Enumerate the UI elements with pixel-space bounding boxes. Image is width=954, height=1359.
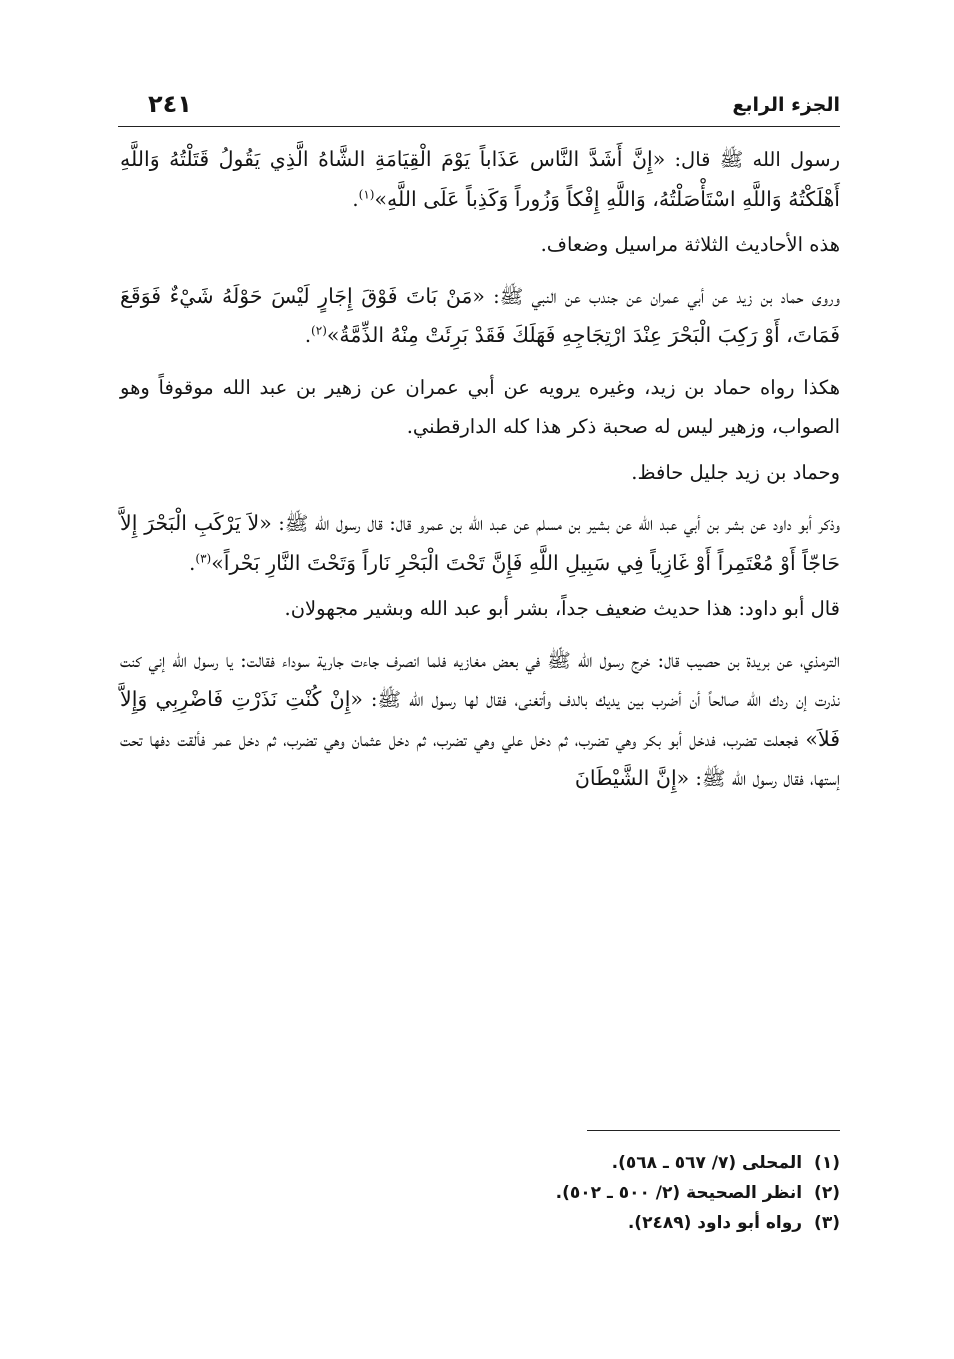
paragraph-text: . [352,187,359,211]
paragraph-text: وذكر أبو داود عن بشر بن أبي عبد الله عن بشير بن مسلم عن عبد الله بن عمرو قال: قال رسول الله ﷺ: [271,512,841,535]
paragraph [120,504,840,583]
footnote [300,1208,840,1238]
footnote-number: (٣) [814,1213,840,1233]
footnote-text: المحلى (٧/ ٥٦٧ ـ ٥٦٨). [611,1153,803,1173]
footnote-ref: (٢) [311,323,327,338]
paragraph [120,453,840,493]
hadith-quote: «مَنْ بَاتَ فَوْقَ إِجَارٍ لَيْسَ حَوْلَهُ شَيْءٌ فَوَقَعَ فَمَاتَ، أَوْ رَكِبَ الْبَحْرَ عِنْدَ ارْتِجَاجِهِ فَهَلَكَ فَقَدْ بَرِئَتْ مِنْهُ الذِّمَّةُ» [120,283,840,347]
running-title: الجزء الرابع [732,94,840,116]
paragraph-text: وروى حماد بن زيد عن أبي عمران عن جندب عن النبي ﷺ: [484,284,840,308]
main-text [120,140,840,805]
footnote-number: (٢) [814,1183,840,1203]
hadith-quote: «لاَ يَرْكَبِ الْبَحْرَ إِلاَّ حَاجّاً أَوْ مُعْتَمِراً أَوْ غَازِياً فِي سَبِيلِ اللَّهِ فَإِنَّ تَحْتَ الْبَحْرِ نَاراً وَتَحْتَ النَّارِ بَحْراً» [120,511,840,575]
footnote-text: رواه أبو داود (٢٤٨٩). [627,1213,803,1233]
footnotes [300,1148,840,1238]
paragraph-text: قال أبو داود: هذا حديث ضعيف جداً، بشر أبو عبد الله وبشير مجهولان. [284,597,840,620]
footnote-text: انظر الصحيحة (٢/ ٥٠٠ ـ ٥٠٢). [555,1183,803,1203]
paragraph [120,225,840,265]
footnote-separator [587,1130,840,1131]
footnote [300,1148,840,1178]
footnote [300,1178,840,1208]
paragraph-text: . [304,324,312,347]
hadith-quote: «إِنَّ الشَّيْطَانَ [574,766,690,790]
page-number: ٢٤١ [148,90,192,118]
paragraph-text: هذه الأحاديث الثلاثة مراسيل وضعاف. [540,233,840,256]
page-header [118,86,840,127]
paragraph [120,140,840,219]
paragraph-text: فجعلت تضرب، فدخل أبو بكر وهي تضرب، ثم دخل علي وهي تضرب، ثم دخل عثمان وهي تضرب، ثم دخل عمر فألقت دفها تحت إستها، فقال رسول الله ﷺ: [120,727,840,790]
paragraph-text: هكذا رواه حماد بن زيد، وغيره يرويه عن أبي عمران عن زهير بن عبد الله موقوفاً وهو الصواب، وزهير ليس له صحبة ذكر هذا كله الدارقطني. [120,375,840,438]
paragraph-text: . [189,551,196,575]
paragraph [120,641,840,799]
paragraph-text: وحماد بن زيد جليل حافظ. [631,460,840,484]
paragraph [120,589,840,629]
footnote-number: (١) [814,1153,840,1173]
hadith-quote: «إِنَّ أَشَدَّ النَّاس عَذَاباً يَوْمَ الْقِيَامَةِ الشَّاهُ الَّذِي يَقُولُ قَتَلْتُهُ وَاللَّهِ أَهْلَكْتُهُ وَاللَّهِ اسْتَأْصَلْتُهُ، وَاللَّهِ إِفْكاً وَزُوراً وَكَذِباً عَلَى اللَّهِ» [120,147,840,211]
footnote-ref: (١) [358,187,375,201]
paragraph-text: رسول الله ﷺ قال: [665,148,840,171]
paragraph [120,277,840,356]
paragraph-text: الترمذي، عن بريدة بن حصيب قال: خرج رسول الله ﷺ في بعض مغازيه فلما انصرف جاءت جارية سوداء فقالت: يا رسول الله إني كنت نذرت إن ردك الله صالحاً أن أضرب بين يديك بالدف وأتغنى، فقال لها رسول الله ﷺ: [120,648,840,711]
hadith-quote: «إِنْ كُنْتِ نَذَرْتِ فَاضْرِبِي وَإِلاَّ فَلاَ» [120,687,840,751]
footnote-ref: (٣) [195,551,212,565]
paragraph [120,368,840,447]
